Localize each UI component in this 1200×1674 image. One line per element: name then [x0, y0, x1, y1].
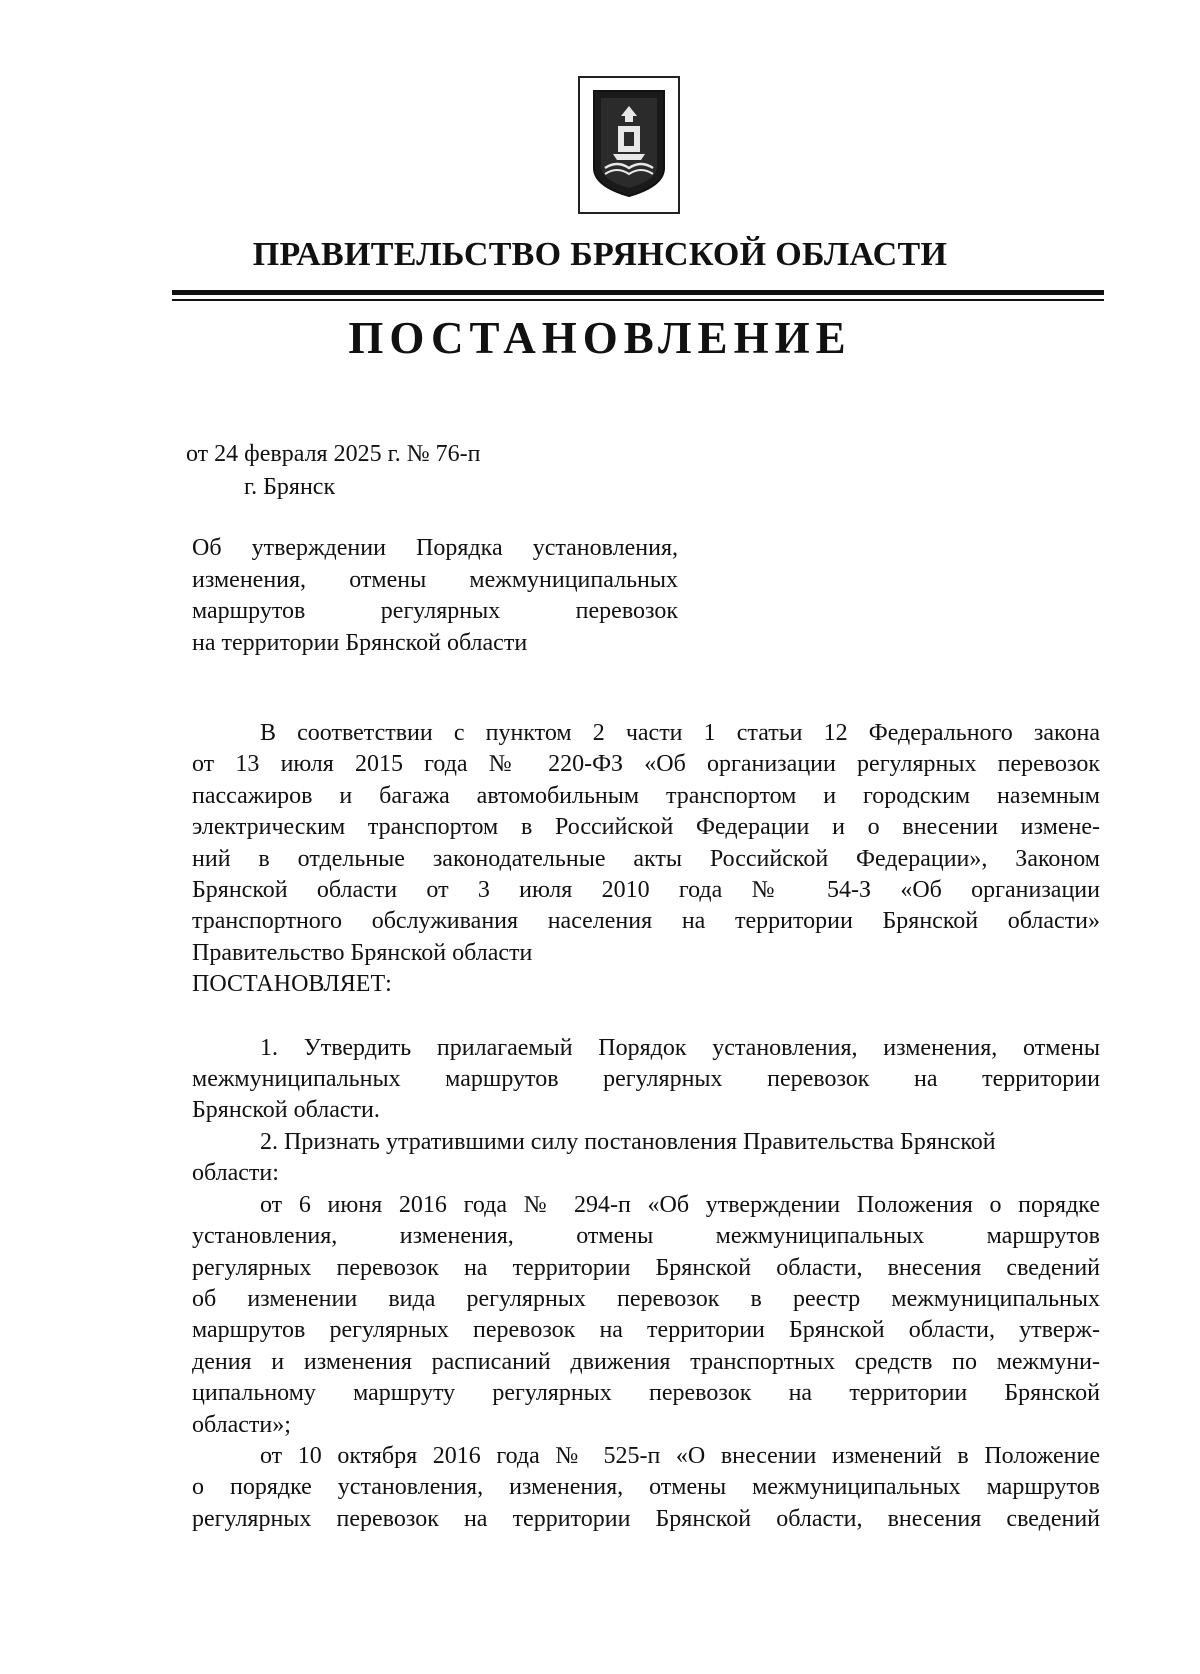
resolution-subject [192, 533, 678, 659]
preamble-line: ний в отдельные законодательные акты Российской Федерации», Законом [192, 845, 1100, 872]
resolves-word: ПОСТАНОВЛЯЕТ: [192, 971, 392, 998]
subject-line: Об утверждении Порядка установления, [192, 535, 678, 561]
repealed-act-2-paragraph [192, 1441, 1100, 1535]
subject-line: на территории Брянской области [192, 629, 528, 656]
item-1-line: Брянской области. [192, 1097, 380, 1124]
repealed-act-1-line: ципальному маршруту регулярных перевозок на территории Брянской [192, 1380, 1100, 1407]
item-2-line: 2. Признать утратившими силу постановления Правительства Брянской [260, 1128, 996, 1155]
repealed-act-1-line: области»; [192, 1411, 291, 1438]
city: г. Брянск [244, 474, 336, 500]
header-rule-thin [172, 299, 1104, 301]
preamble-line: В соответствии с пунктом 2 части 1 статьи 12 Федерального закона [260, 720, 1100, 746]
coat-of-arms-frame [578, 76, 680, 214]
document-type-title: ПОСТАНОВЛЕНИЕ [348, 313, 852, 363]
repealed-act-2-line: о порядке установления, изменения, отмены межмуниципальных маршрутов [192, 1474, 1100, 1501]
item-2-line: области: [192, 1160, 279, 1187]
item-1-paragraph [192, 1033, 1100, 1127]
date-and-number: от 24 февраля 2025 г. № 76-п [186, 441, 481, 467]
repealed-act-1-line: маршрутов регулярных перевозок на территории Брянской области, утверж- [192, 1317, 1100, 1344]
subject-line: маршрутов регулярных перевозок [192, 598, 678, 624]
preamble-line: электрическим транспортом в Российской Федерации и о внесении измене- [192, 814, 1100, 841]
item-1-line: 1. Утвердить прилагаемый Порядок установления, изменения, отмены [260, 1034, 1100, 1061]
preamble-paragraph [192, 718, 1100, 969]
repealed-act-1-paragraph [192, 1190, 1100, 1441]
subject-line: изменения, отмены межмуниципальных [192, 566, 678, 593]
repealed-act-1-line: регулярных перевозок на территории Брянской области, внесения сведений [192, 1254, 1100, 1281]
repealed-act-1-line: установления, изменения, отмены межмуниципальных маршрутов [192, 1223, 1100, 1250]
preamble-line: Брянской области от 3 июля 2010 года № 54-З «Об организации [192, 877, 1100, 904]
repealed-act-2-line: от 10 октября 2016 года № 525-п «О внесении изменений в Положение [260, 1442, 1100, 1469]
repealed-act-2-line: регулярных перевозок на территории Брянской области, внесения сведений [192, 1505, 1100, 1532]
preamble-line: Правительство Брянской области [192, 939, 533, 966]
repealed-act-1-line: от 6 июня 2016 года № 294-п «Об утверждении Положения о порядке [260, 1191, 1100, 1218]
preamble-line: транспортного обслуживания населения на территории Брянской области» [192, 908, 1100, 935]
repealed-act-1-line: об изменении вида регулярных перевозок в реестр межмуниципальных [192, 1285, 1100, 1312]
preamble-line: пассажиров и багажа автомобильным транспортом и городским наземным [192, 782, 1100, 809]
coat-of-arms-icon [591, 88, 667, 200]
resolution-body [192, 718, 1100, 1535]
organization-title: ПРАВИТЕЛЬСТВО БРЯНСКОЙ ОБЛАСТИ [252, 236, 948, 273]
preamble-line: от 13 июля 2015 года № 220-ФЗ «Об организации регулярных перевозок [192, 751, 1100, 778]
repealed-act-1-line: дения и изменения расписаний движения транспортных средств по межмуни- [192, 1348, 1100, 1375]
item-1-line: межмуниципальных маршрутов регулярных перевозок на территории [192, 1066, 1100, 1093]
header-rule-thick [172, 290, 1104, 295]
item-2-paragraph [192, 1127, 1100, 1190]
